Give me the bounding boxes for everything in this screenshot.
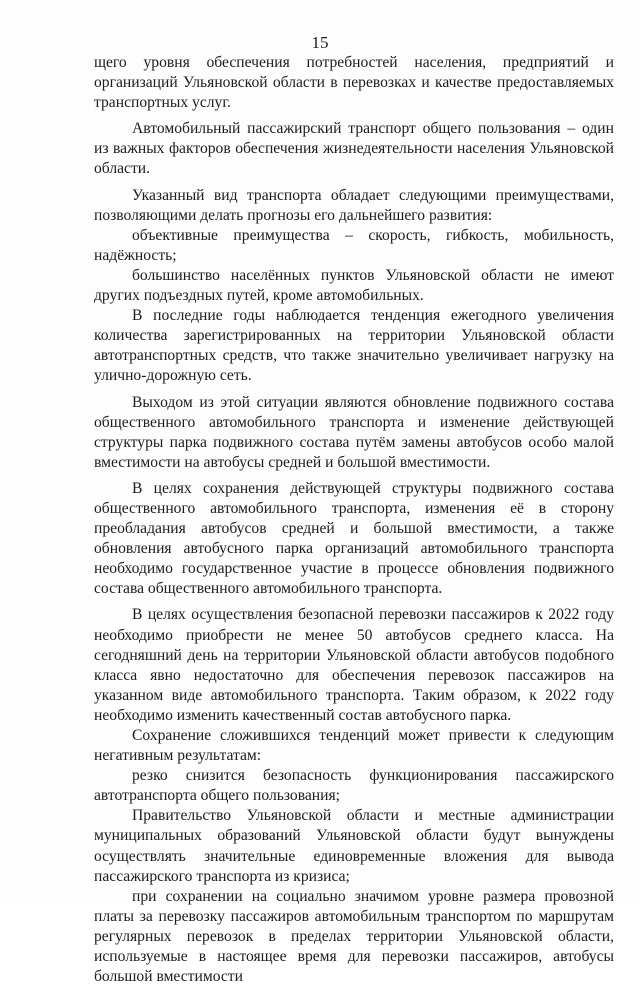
paragraph: Указанный вид транспорта обладает следующими преимуществами, позволяющими делать прогнозы его дальнейшего развития: xyxy=(94,186,614,224)
paragraph: Выходом из этой ситуации являются обновление подвижного состава общественного автомобильного транспорта и изменение действующей структуры парка подвижного состава путём замены автобусов особо малой вместимости на автобусы средней и большой вместимости. xyxy=(94,393,614,471)
page-number: 15 xyxy=(311,33,329,52)
paragraph: Автомобильный пассажирский транспорт общего пользования – один из важных факторов обеспечения жизнедеятельности населения Ульяновской области. xyxy=(94,120,614,178)
paragraph: резко снизится безопасность функционирования пассажирского автотранспорта общего пользования; xyxy=(94,767,614,805)
paragraph: Правительство Ульяновской области и местные администрации муниципальных образований Ульяновской области будут вынуждены осуществлять значительные единовременные вложения для вывода пассажирского транспорта из кризиса; xyxy=(94,807,614,885)
paragraph: В последние годы наблюдается тенденция ежегодного увеличения количества зарегистрированных на территории Ульяновской области автотранспортных средств, что также значительно увеличивает нагрузку на улично-дорожную сеть. xyxy=(94,307,614,385)
paragraph: В целях сохранения действующей структуры подвижного состава общественного автомобильного транспорта, изменения её в сторону преобладания автобусов средней и большой вместимости, а также обновления автобусного парка организаций автомобильного транспорта необходимо государственное участие в процессе обновления подвижного состава общественного автомобильного транспорта. xyxy=(94,479,614,598)
body-text xyxy=(94,53,614,987)
paragraph: при сохранении на социально значимом уровне размера провозной платы за перевозку пассажиров автомобильным транспортом по маршрутам регулярных перевозок в пределах территории Ульяновской области, используемые в настоящее время для перевозки пассажиров, автобусы большой вместимости xyxy=(94,887,614,986)
paragraph: Сохранение сложившихся тенденций может привести к следующим негативным результатам: xyxy=(94,727,614,765)
paragraph: объективные преимущества – скорость, гибкость, мобильность, надёжность; xyxy=(94,226,614,264)
paragraph: большинство населённых пунктов Ульяновской области не имеют других подъездных путей, кроме автомобильных. xyxy=(94,266,614,305)
paragraph-continuation: щего уровня обеспечения потребностей населения, предприятий и организаций Ульяновской области в перевозках и качестве предоставляемых транспортных услуг. xyxy=(94,54,614,112)
paragraph: В целях осуществления безопасной перевозки пассажиров к 2022 году необходимо приобрести не менее 50 автобусов среднего класса. На сегодняшний день на территории Ульяновской области автобусов подобного класса явно недостаточно для обеспечения перевозок пассажиров на указанном виде автомобильного транспорта. Таким образом, к 2022 году необходимо изменить качественный состав автобусного парка. xyxy=(94,606,614,724)
